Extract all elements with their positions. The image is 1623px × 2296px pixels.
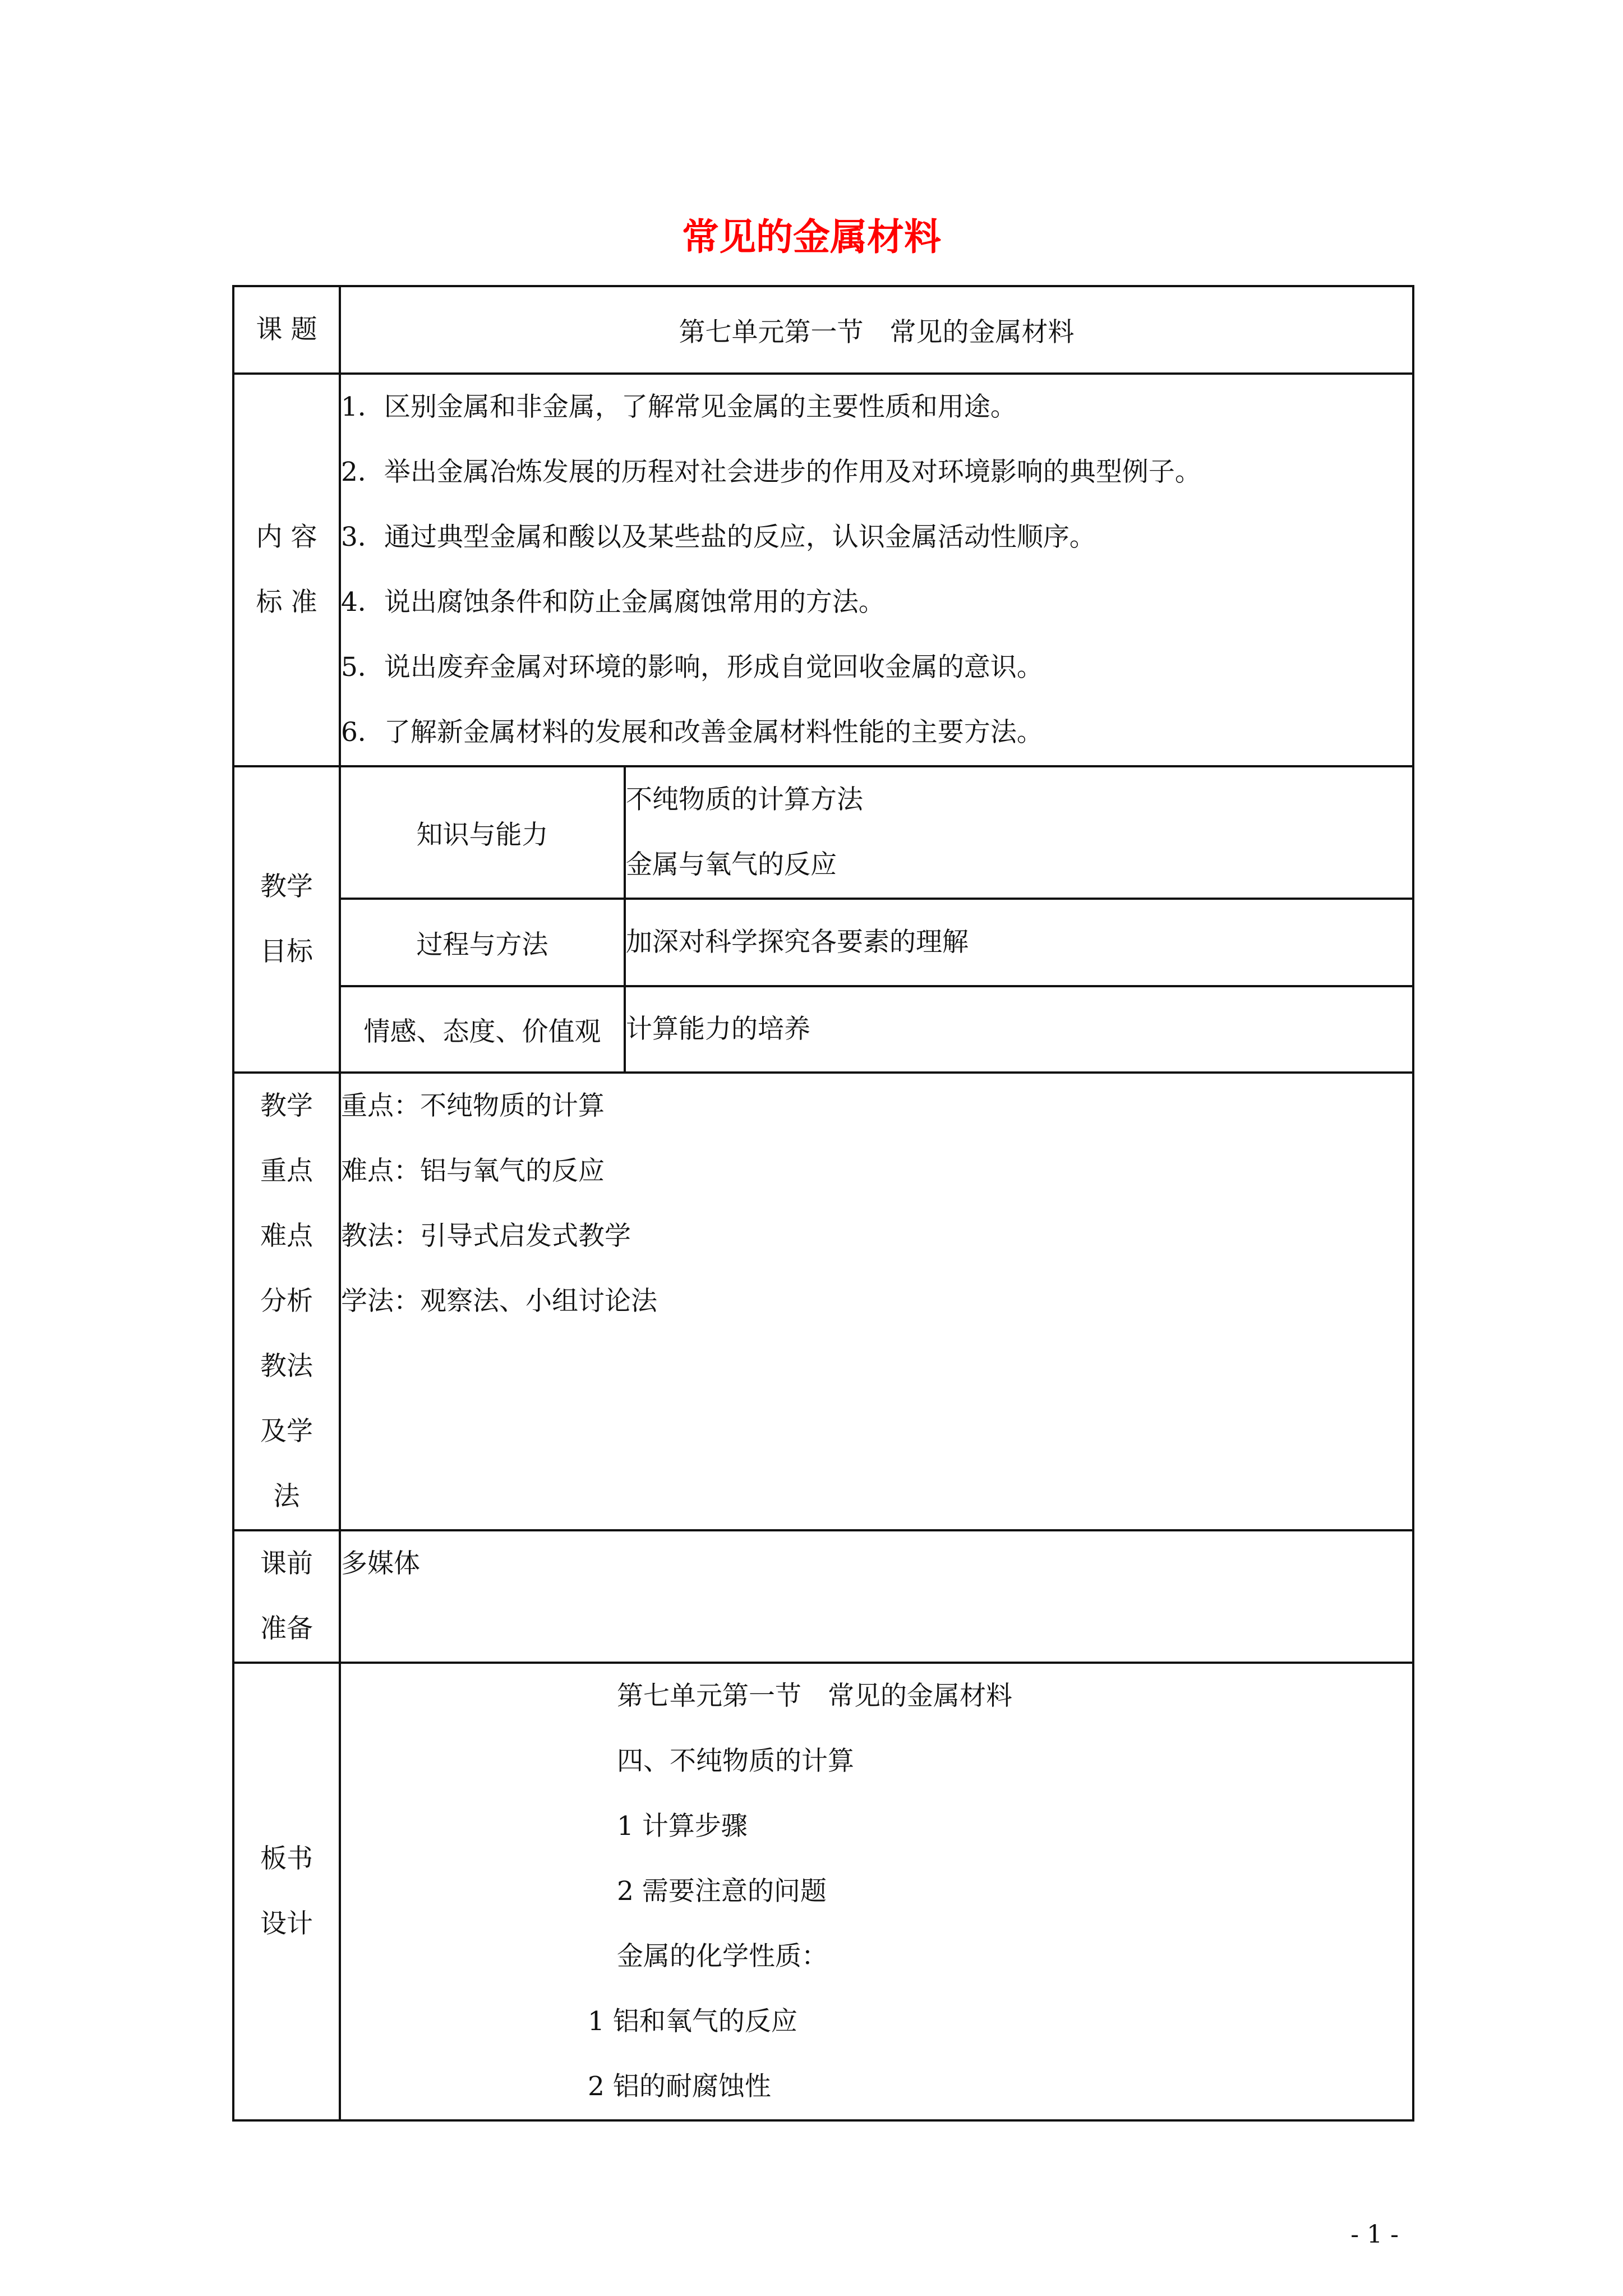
page-title: 常见的金属材料 [682, 215, 941, 259]
goals-process-row [233, 899, 1413, 986]
topic-label: 课 题 [233, 286, 340, 374]
prep-label: 课前 准备 [233, 1530, 340, 1663]
standards-list [340, 374, 1413, 766]
topic-value: 第七单元第一节 常见的金属材料 [340, 286, 1413, 374]
board-label: 板书 设计 [233, 1663, 340, 2120]
standard-item: 4．说出腐蚀条件和防止金属腐蚀常用的方法。 [341, 587, 885, 618]
board-heading: 第七单元第一节 常见的金属材料 [617, 1681, 1012, 1711]
lesson-plan-table [232, 285, 1414, 2122]
goals-knowledge-row [233, 766, 1413, 899]
process-content: 加深对科学探究各要素的理解 [625, 899, 1413, 986]
knowledge-label: 知识与能力 [340, 766, 625, 899]
emotion-content: 计算能力的培养 [625, 986, 1413, 1073]
board-chem-item: 2 铝的耐腐蚀性 [588, 2071, 771, 2102]
standard-item: 5．说出废弃金属对环境的影响，形成自觉回收金属的意识。 [341, 652, 1043, 683]
prep-content: 多媒体 [340, 1530, 1413, 1663]
process-label: 过程与方法 [340, 899, 625, 986]
standards-row [233, 374, 1413, 766]
emotion-label: 情感、态度、价值观 [340, 986, 625, 1073]
board-section: 四、不纯物质的计算 [617, 1746, 854, 1777]
analysis-row [233, 1073, 1413, 1530]
standard-item: 2．举出金属冶炼发展的历程对社会进步的作用及对环境影响的典型例子。 [341, 457, 1201, 487]
board-sub-item: 1 计算步骤 [617, 1811, 748, 1842]
goals-label: 教学 目标 [233, 766, 340, 1073]
board-chem-item: 1 铝和氧气的反应 [588, 2006, 797, 2037]
board-content [340, 1663, 1413, 2120]
board-sub-item: 2 需要注意的问题 [617, 1876, 827, 1907]
standard-item: 3．通过典型金属和酸以及某些盐的反应，认识金属活动性顺序。 [341, 522, 1096, 553]
topic-row [233, 286, 1413, 374]
standard-item: 6．了解新金属材料的发展和改善金属材料性能的主要方法。 [341, 717, 1043, 748]
board-row [233, 1663, 1413, 2120]
analysis-content: 重点：不纯物质的计算 难点：铝与氧气的反应 教法：引导式启发式教学 学法：观察法、小组讨论法 [340, 1073, 1413, 1530]
prep-row [233, 1530, 1413, 1663]
standard-item: 1．区别金属和非金属，了解常见金属的主要性质和用途。 [341, 392, 1017, 422]
board-chem-heading: 金属的化学性质： [617, 1941, 828, 1972]
page-number: - 1 - [1350, 2220, 1399, 2249]
knowledge-content: 不纯物质的计算方法 金属与氧气的反应 [625, 766, 1413, 899]
standards-label: 内 容 标 准 [233, 374, 340, 766]
goals-emotion-row [233, 986, 1413, 1073]
analysis-label: 教学 重点 难点 分析 教法 及学 法 [233, 1073, 340, 1530]
